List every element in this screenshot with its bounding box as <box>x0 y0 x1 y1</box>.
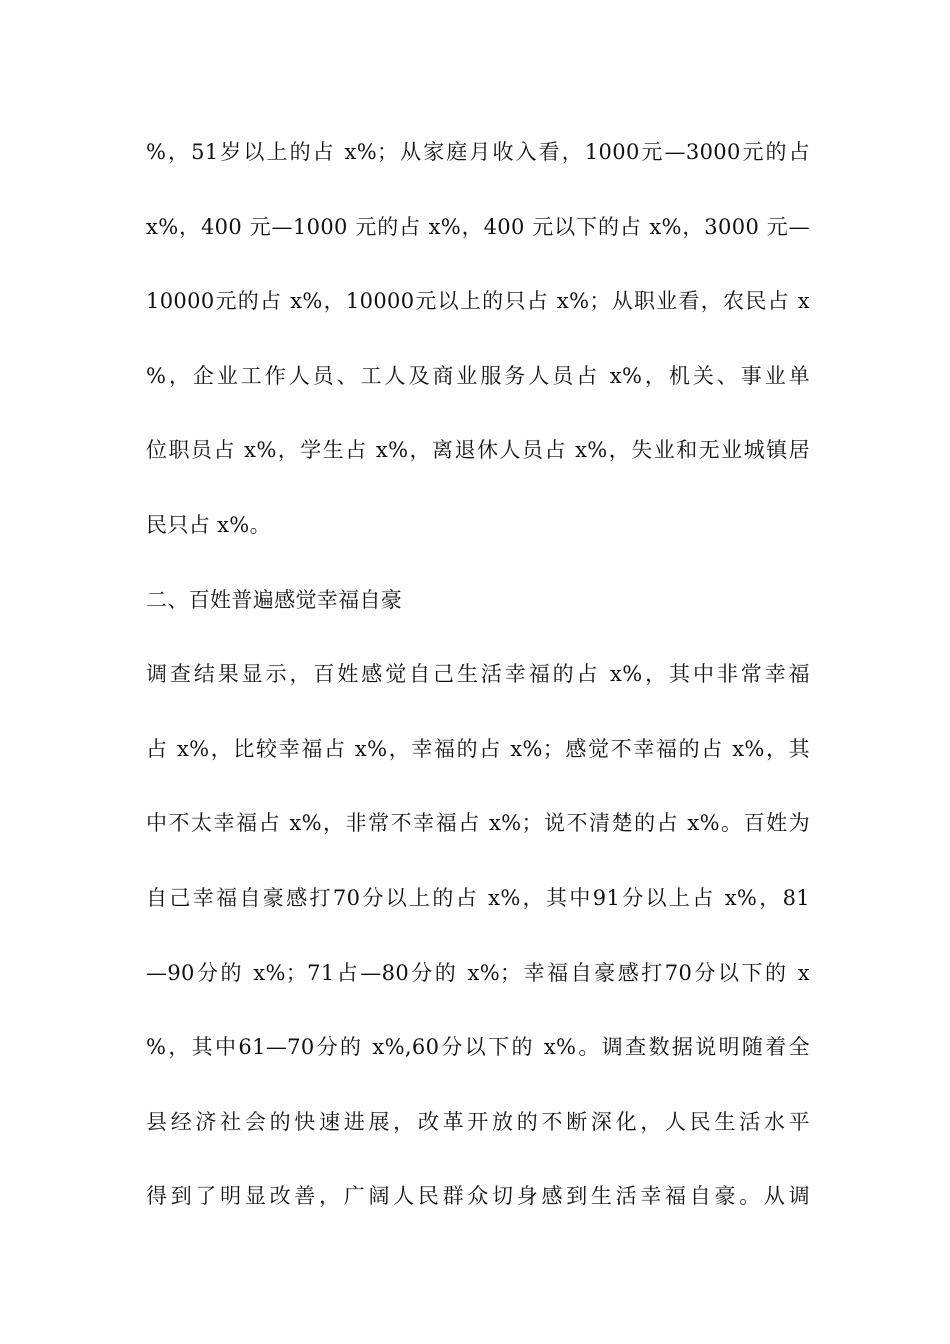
text-line-1: %，51岁以上的占 x%；从家庭月收入看，1000元—3000元的占 <box>146 140 810 164</box>
text-line-8: 调查结果显示，百姓感觉自己生活幸福的占 x%，其中非常幸福 <box>146 662 810 687</box>
text-line-11: 自己幸福自豪感打70分以上的占 x%，其中91分以上占 x%，81 <box>146 885 810 910</box>
text-line-2: x%，400 元—1000 元的占 x%，400 元以下的占 x%，3000 元— <box>146 214 810 239</box>
body-text <box>146 130 810 1249</box>
text-line-6: 民只占 x%。 <box>146 512 271 537</box>
section-heading: 二、百姓普遍感觉幸福自豪 <box>146 587 403 612</box>
text-line-15: 得到了明显改善，广阔人民群众切身感到生活幸福自豪。从调 <box>146 1184 810 1209</box>
text-line-13: %，其中61—70分的 x%,60分以下的 x%。调查数据说明随着全 <box>146 1035 810 1060</box>
text-line-12: —90分的 x%；71占—80分的 x%；幸福自豪感打70分以下的 x <box>146 960 810 985</box>
text-line-10: 中不太幸福占 x%，非常不幸福占 x%；说不清楚的占 x%。百姓为 <box>146 811 810 836</box>
text-line-3: 10000元的占 x%，10000元以上的只占 x%；从职业看，农民占 x <box>146 289 810 314</box>
text-line-5: 位职员占 x%，学生占 x%，离退休人员占 x%，失业和无业城镇居 <box>146 438 810 463</box>
text-line-9: 占 x%，比较幸福占 x%，幸福的占 x%；感觉不幸福的占 x%，其 <box>146 736 810 761</box>
text-line-4: %，企业工作人员、工人及商业服务人员占 x%，机关、事业单 <box>146 363 810 388</box>
text-line-14: 县经济社会的快速进展，改革开放的不断深化，人民生活水平 <box>146 1109 810 1134</box>
